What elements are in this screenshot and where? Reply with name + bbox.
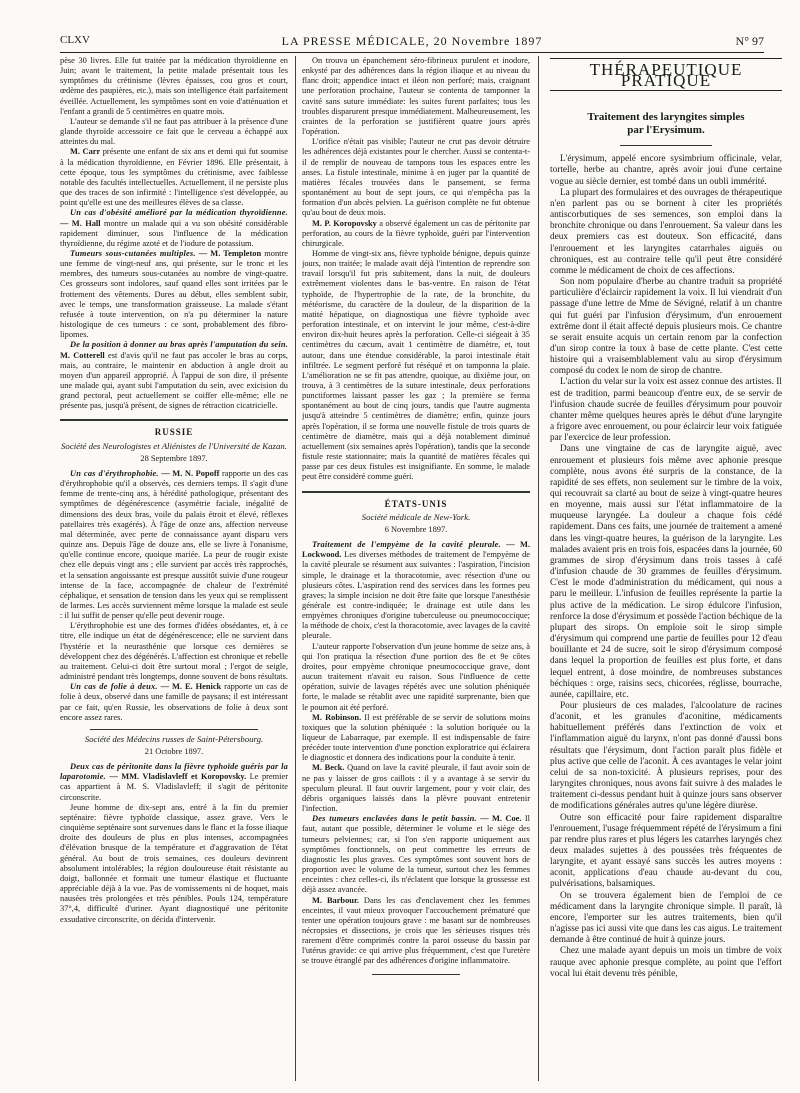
session-date: 6 Novembre 1897. [384, 524, 448, 534]
paragraph: Homme de vingt-six ans, fièvre typhoïde bénigne, depuis quinze jours, non traitée; le malade avait déjà l'intention de reprendre son travail lorsqu'il fut pris subitement, dans la nuit, de douleurs extrêmement violentes dans le bas-ventre. En raison de l'état typhoïde, de l'hypertrophie de la rate, de la bronchite, du météorisme, du caractère de la douleur, de la disparition de la matité hépatique, on diagnostiqua une fièvre typhoïde avec perforation intestinale, et on intervint le jour même, c'est-à-dire environ dix-huit heures après la perforation. Celle-ci siégeait à 35 centimètres du cæcum, avait 1 centimètre de diamètre, et, tout autour, dans une étendue considérable, la paroi intestinale était infiltrée. Le segment perforé fut réséqué et on tamponna la plaie. L'amélioration ne se fit pas attendre, quoique, au dixième jour, on trouva, à 3 centimètres de la suture intestinale, deux perforations punctiformes laissant passer les gaz ; la première se ferma spontanément au bout de cinq jours, tandis que l'autre augmenta jusqu'à atteindre 5 centimètres de diamètre; enfin, quinze jours après l'opération, il se forma une nouvelle fistule de trois quarts de centimètre de diamètre, mais qui a déjà notablement diminué actuellement (six semaines après l'opération), tandis que la seconde fistule reste stationnaire; mais la quantité de matières fécales qui passe par ces deux fistules est insignifiante. En somme, le malade peut être considéré comme guéri. [302, 248, 530, 482]
paragraph-lead: Un cas d'érythrophobie. [70, 468, 159, 478]
paragraph: On se trouvera également bien de l'emploi de ce médicament dans la laryngite chronique simple. Il paraît, là encore, l'emporter sur les autres traitements, bien qu'il n'agisse pas ici aussi vite que dans les cas aigus. Le traitement demande à être continué de huit à quinze jours. [550, 890, 782, 946]
paragraph: La plupart des formulaires et des ouvrages de thérapeutique n'en parlent pas ou se bornent à citer les propriétés antiscorbutiques de ses semences, son emploi dans la bronchite chronique ou dans l'enrouement. Sa valeur dans les deux premiers cas est douteux. Son efficacité, dans l'enrouement et les laryngites catarrhales aiguës ou chroniques, est au contraire telle qu'il peut être considéré comme le médicament de choix de ces affections. [550, 187, 782, 276]
paragraph: De la position à donner au bras après l'amputation du sein. M. Cotterell est d'avis qu'il ne faut pas accoler le bras au corps, mais, au contraire, le maintenir en abduction à angle droit au moyen d'un appareil approprié. À l'appui de son dire, il présente une malade qui, ayant subi l'amputation du sein, avec exicision du grand pectoral, peut actuellement se coiffer elle-même; elle ne présente pas, jusqu'à présent, de signes de rétraction cicatricielle. [60, 340, 288, 411]
journal-title: LA PRESSE MÉDICALE, 20 Novembre 1897 [281, 34, 543, 48]
paragraph-lead: Un cas de folie à deux. [70, 682, 158, 692]
author-name: — M. Coe. [476, 814, 522, 824]
author-name: M. Cotterell [60, 350, 105, 360]
section-rule [302, 491, 530, 493]
paragraph: Un cas d'érythrophobie. — M. N. Popoff rapporte un des cas d'érythrophobie qu'il a observés, ces derniers temps. Il s'agit d'une femme de trente-cinq ans, à hérédité pathologique, présentant des symptômes de dégénérescence (asymétrie faciale, inégalité de dimensions des deux bras, voile du palais étroit et élevé, réflexes patellaires très exagérés). À l'âge de onze ans, affection nerveuse mal déterminée, avec perte de connaissance ayant disparu vers quinze ans. Depuis l'âge de douze ans, elle se livre à l'onanisme, qu'elle continue encore, quoique mariée. La peur de rougir existe chez elle depuis vingt ans ; elle survient par accès très rapprochés, et la sensation angoissante est presque aussitôt suivie d'une rougeur intense de la face, accompagnée de chaleur de l'extrémité céphalique, et sensation de tension dans les yeux qui se remplissent de larmes. Les accès surviennent même lorsque la malade est seule : il lui suffit de penser qu'elle peut devenir rouge. [60, 468, 288, 621]
column-divider-1 [295, 56, 296, 1081]
author-name: — M. Hall [60, 218, 101, 228]
author-name: — M. N. Popoff [158, 468, 220, 478]
author-name: M. Carr [70, 147, 101, 157]
paragraph: L'action du velar sur la voix est assez connue des artistes. Il est de tradition, parmi beaucoup d'entre eux, de se servir de l'infusion chaude sucrée de feuilles d'érysimum pour pouvoir chanter même quelques heures après le début d'une laryngite a frigore avec enrouement, ou pour éclaircir leur voix fatiguée par l'exercice de leur profession. [550, 377, 782, 444]
paragraph-lead: Tumeurs sous-cutanées multiples. [70, 248, 196, 258]
paragraph: Pour plusieurs de ces malades, l'alcoolature de racines d'aconit, et les granules d'aconitine, médicaments habituellement préférés dans l'extinction de voix et l'inflammation aiguë du larynx, n'ont pas donné d'aussi bons résultats que l'érysimum, dont l'action paraît plus fidèle et plus active que celle de l'aconit. À ces avantages le velar joint celui de sa non-toxicité. À plusieurs reprises, pour des laryngites chroniques, nous avons fait suivre à des malades le traitement ci-dessus pendant huit à quinze jours sans observer de modifications générales autres qu'une légère diurèse. [550, 700, 782, 812]
paragraph: Un cas d'obésité amélioré par la médication thyroïdienne. — M. Hall montre un malade qui a vu son obésité considérable rapidement diminuer, sous l'influence de la médication thyroïdienne, du régime azoté et de l'iodure de potassium. [60, 208, 288, 248]
paragraph: L'érythrophobie est une des formes d'idées obsédantes, et, à ce titre, elle indique un état de dégénérescence; elle ne survient dans l'hystérie et la neurasthénie que lorsque ces dernières se développent chez des dégénérés. L'affection est chronique et rebelle au traitement. Celui-ci doit être surtout moral ; l'ergot de seigle, administré pendant très longtemps, donne souvent de bons résultats. [60, 621, 288, 682]
article-title [550, 111, 782, 137]
paragraph: Chez une malade ayant depuis un mois un timbre de voix rauque avec aphonie presque complète, au point que l'effort vocal lui était devenu très pénible, [550, 946, 782, 979]
session-date: 21 Octobre 1897. [144, 747, 204, 756]
page-number: CLXV [60, 34, 90, 46]
column-2 [302, 56, 530, 1081]
paragraph: M. Barbour. Dans les cas d'enclavement chez les femmes enceintes, il vaut mieux provoquer l'accouchement prématuré que tenter une opération toujours grave : me basant sur de nombreuses nécropsies et dissections, je crois que les sérieuses risques très rarement d'être comprimés contre la paroi osseuse du bassin par l'utérus gravide: ce qui arrive plus fréquemment, c'est que l'uretère se trouve étranglé par des adhérences d'origine inflammatoire. [302, 895, 530, 966]
paragraph: Dans une vingtaine de cas de laryngite aiguë, avec enrouement et plusieurs fois même avec aphonie presque complète, nous avons été surpris de la constance, de la rapidité de ses effets, non seulement sur le timbre de la voix, qui recouvrait sa clarté au bout de seize à vingt-quatre heures en moyenne, mais aussi sur l'état inflammatoire de la muqueuse laryngée. La douleur a chaque fois cédé rapidement. Dans ces faits, une journée de traitement a amené dans les vingt-quatre heures, la guérison de la laryngite. Les malades avaient pris en trois fois, espacées dans la journée, 60 grammes de sirop d'érysimum dans trois tasses à café d'infusion chaude de 30 grammes de feuilles d'érysimum. C'est le mode d'administration du médicament, qui nous a paru le meilleur. L'infusion de feuilles représente la partie la plus active de la médication. Le sirop édulcore l'infusion, renforce la dose d'érysimum et possède l'action béchique de la plupart des sirops. On emploie soit le sirop simple d'érysimum qui comprend une partie de feuilles pour 12 d'eau bouillante et 24 de sucre, soit le sirop d'érysimum composé dans lequel la proportion de feuilles est plus forte, et dans lequel entrent, à dose moindre, de nombreuses substances béchiques : orge, raisins secs, chicorées, réglisse, bourrache, aunée, capillaire, etc. [550, 444, 782, 700]
title-rule [620, 145, 712, 146]
paragraph: Son nom populaire d'herbe au chantre traduit sa propriété particulière d'éclaircir rapidement la voix. Il lui viendrait d'un passage d'une lettre de Mme de Sévigné, relatif à un chantre qui fut guéri par l'infusion d'érysimum, d'un enrouement extrême dont il était affecté depuis plusieurs mois. Ce chantre se serait ensuite acquis un certain renom par la confection d'un sirop contre la toux à base de cette plante. C'est cette histoire qui a vraisemblablement valu au sirop d'érysimum composé du codex le nom de sirop de chantre. [550, 277, 782, 377]
end-rule [372, 974, 460, 975]
paragraph: M. Robinson. Il est préférable de se servir de solutions moins toxiques que la solution phéniquée : la solution boriquée ou la liqueur de Labarraque, par exemple. Il est indispensable de faire précéder toute intervention d'une ponction exploratrice qui éclairera le diagnostic et donnera des indications pour la conduite à tenir. [302, 712, 530, 763]
column-3 [550, 56, 782, 1081]
paragraph-lead: De la position à donner au bras après l'amputation du sein. [70, 340, 288, 350]
paragraph: M. Carr présente une enfant de six ans et demi qui fut soumise à la médication thyroïdienne, en Février 1896. Elle présentait, à cette époque, tous les symptômes du crétinisme, avec faiblesse notable des facultés intellectuelles. Actuellement, il ne persiste plus que des traces de son infirmité : l'intelligence s'est développée, au point qu'elle est une des meilleures élèves de sa classe. [60, 147, 288, 208]
paragraph: pèse 30 livres. Elle fut traitée par la médication thyroïdienne en Juin; avant le traitement, la petite malade présentait tous les symptômes du crétinisme (lèvres épaisses, cou gros et court, œdème des paupières, etc.), mais son intelligence était parfaitement éveillée. Actuellement, les symptômes sont en voie d'atténuation et l'enfant a grandi de 5 centimètres en quatre mois. [60, 56, 288, 116]
column-1 [60, 56, 288, 1081]
paragraph: Outre son efficacité pour faire rapidement disparaître l'enrouement, l'usage fréquemment répété de l'érysimum a fini par rendre plus rares et plus légers les catarrhes laryngés chez deux malades sujettes à des poussées très fréquentes de laryngite, et ayant essayé sans succès les autres moyens : aconit, applications d'eau chaude au-devant du cou, pulvérisations, balsamiques. [550, 812, 782, 890]
author-name: M. Beck. [312, 763, 345, 773]
paragraph-lead: Deux cas de péritonite dans la fièvre typhoïde guéris par la laparotomie. [60, 762, 288, 782]
paragraph: L'auteur rapporte l'observation d'un jeune homme de seize ans, à qui l'on pratiqua la résection d'une portion des 8e et 9e côtes droites, pour empyème chronique pneumococcique grave, dont aucun traitement n'avait eu raison. Sous l'influence de cette opération, suivie de lavages répétés avec une solution phéniquée forte, le malade se rétablit avec une rapidité surprenante, bien que le poumon ait été perforé. [302, 641, 530, 712]
paragraph: On trouva un épanchement séro-fibrineux purulent et inodore, enkysté par des adhérences dans la région iliaque et au niveau du flanc droit; appendice intact et iléon non perforé; mais, craignant une perforation prochaine, l'auteur se contenta de tamponner la cavité sans suture immédiate: les suites furent parfaites; tous les troubles disparurent presque immédiatement. Malheureusement, les craintes de la perforation se justifièrent quatre jours après l'opération. [302, 56, 530, 137]
paragraph-lead: Un cas d'obésité amélioré par la médication thyroïdienne. [70, 208, 288, 218]
paragraph-lead: Des tumeurs enclavées dans le petit bassin. [312, 814, 477, 824]
paragraph: L'érysimum, appelé encore sysimbrium officinale, velar, tortelle, herbe au chantre, après avoir joui d'une certaine vogue au siècle dernier, est tombé dans un oubli immérité. [550, 154, 782, 187]
country-heading: ÉTATS-UNIS [384, 498, 448, 509]
section-title: THÉRAPEUTIQUE PRATIQUE [550, 58, 782, 91]
paragraph: M. P. Koropovsky a observé également un cas de péritonite par perforation, au cours de la fièvre typhoïde, guéri par l'intervention chirurgicale. [302, 218, 530, 248]
article-title-line-2: par l'Erysimum. [627, 124, 705, 137]
author-name: M. P. Koropovsky [312, 218, 377, 228]
author-name: — M. E. Henick [157, 682, 222, 692]
article-title-line-1: Traitement des laryngites simples [587, 111, 745, 124]
society-name: Société des Neurologistes et Aliénistes de l'Université de Kazan. [61, 440, 287, 451]
paragraph: Des tumeurs enclavées dans le petit bassin. — M. Coe. Il faut, autant que possible, déterminer le volume et le siège des tumeurs pelviennes; car, si l'on s'en rapporte uniquement aux symptômes fonctionnels, on peut commettre les erreurs de diagnostic les plus graves. Ces symptômes sont souvent hors de proportion avec le volume de la tumeur, surtout chez les femmes enceintes : chez celles-ci, ils n'éclatent que lorsque la grossesse est déjà assez avancée. [302, 814, 530, 895]
paragraph: Tumeurs sous-cutanées multiples. — M. Templeton montre une femme de vingt-neuf ans, qui présente, sur le tronc et les membres, des tumeurs sous-cutanées au nombre de vingt-quatre. Ces grosseurs sont indolores, sauf quand elles sont irritées par le frottement des vêtements. Dures au début, elles semblent subir, avec le temps, une transformation graisseuse. La malade s'étant refusée à toute intervention, on n'a pu déterminer la nature histologique de ces tumeurs : ce sont, probablement des fibro-lipomes. [60, 248, 288, 340]
author-name: M. Robinson. [312, 712, 362, 722]
author-name: — MM. Vladislavleff et Koropovsky. [105, 772, 247, 782]
author-name: — M. Lockwood. [302, 540, 530, 560]
paragraph: Un cas de folie à deux. — M. E. Henick rapporte un cas de folie à deux, observé dans une famille de paysans; il est intéressant par ce fait, qu'en Russie, les observations de folie à deux sont encore assez rares. [60, 682, 288, 722]
author-name: M. Barbour. [312, 895, 359, 905]
paragraph: L'orifice n'était pas visible; l'auteur ne crut pas devoir détruire les adhérences déjà existantes pour le chercher. Aussi se contenta-t-il de remplir de nouveau de tampons tous les espaces entre les anses. La fistule intestinale, minime à en juger par la quantité de matières fécales trouvées dans le pansement, se ferma spontanément au bout de sept jours, ce qui n'empêcha pas la formation d'un abcès pelvien. La guérison complète ne fut obtenue qu'au bout de deux mois. [302, 137, 530, 218]
paragraph: L'auteur se demande s'il ne faut pas attribuer à la présence d'une glande thyroïde accessoire ce fait que le cerveau a échappé aux atteintes du mal. [60, 116, 288, 147]
column-divider-2 [538, 56, 539, 1081]
paragraph-lead: Traitement de l'empyème de la cavité pleurale. [312, 540, 501, 550]
section-rule [90, 729, 258, 730]
paragraph: M. Beck. Quand on lave la cavité pleurale, il faut avoir soin de ne pas y laisser de gros caillots : il y a avantage à se servir du speculum pleural. Il faut ouvrir largement, pour y voir clair, des débris organiques laissés dans la plèvre pouvant entretenir l'infection. [302, 763, 530, 814]
session-date: 28 Septembre 1897. [140, 453, 208, 463]
paragraph: Traitement de l'empyème de la cavité pleurale. — M. Lockwood. Les diverses méthodes de traitement de l'empyème de la cavité pleurale se résument aux suivantes : l'aspiration, l'incision simple, le drainage et la thoracotomie, avec résection d'une ou plusieurs côtes. L'aspiration rend des services dans les formes peu graves; la simple incision ne doit être faite que lorsque l'anesthésie générale est contre-indiquée; le drainage est utile dans les empyèmes chroniques d'origine tuberculeuse ou pneumococcique; la méthode de choix, c'est la thoracotomie, avec lavages de la cavité pleurale. [302, 540, 530, 641]
paragraph: Deux cas de péritonite dans la fièvre typhoïde guéris par la laparotomie. — MM. Vladislavleff et Koropovsky. Le premier cas appartient à M. S. Vladislavleff; il s'agit de péritonite circonscrite. [60, 762, 288, 802]
society-name: Société des Médecins russes de Saint-Pétersbourg. [84, 733, 264, 744]
country-heading: RUSSIE [154, 427, 194, 438]
paragraph: Jeune homme de dix-sept ans, entré à la fin du premier septénaire: fièvre typhoïde classique, assez grave. Vers le cinquième septénaire sont survenues dans le flanc et la fosse iliaque droite des douleurs de plus en plus intenses, accompagnées d'élévation brusque de la température et d'aggravation de l'état général. Au bout de trois semaines, ces douleurs devinrent absolument intolérables; la région douloureuse était résistante au doigt, ballonnée et formait une tumeur élastique et fluctuante appréciable déjà à la vue. Pas de vomissements ni de hoquet, mais nausées très prolongées et très pénibles. Pouls 124, température 37°,4, difficulté d'uriner. Ayant diagnostiqué une péritonite exsudative circonscrite, on décida d'intervenir. [60, 802, 288, 924]
author-name: — M. Templeton [195, 248, 262, 258]
running-header [60, 34, 764, 53]
society-name: Société médicale de New-York. [361, 511, 471, 522]
section-rule [60, 419, 288, 421]
issue-number: N° 97 [735, 34, 764, 48]
